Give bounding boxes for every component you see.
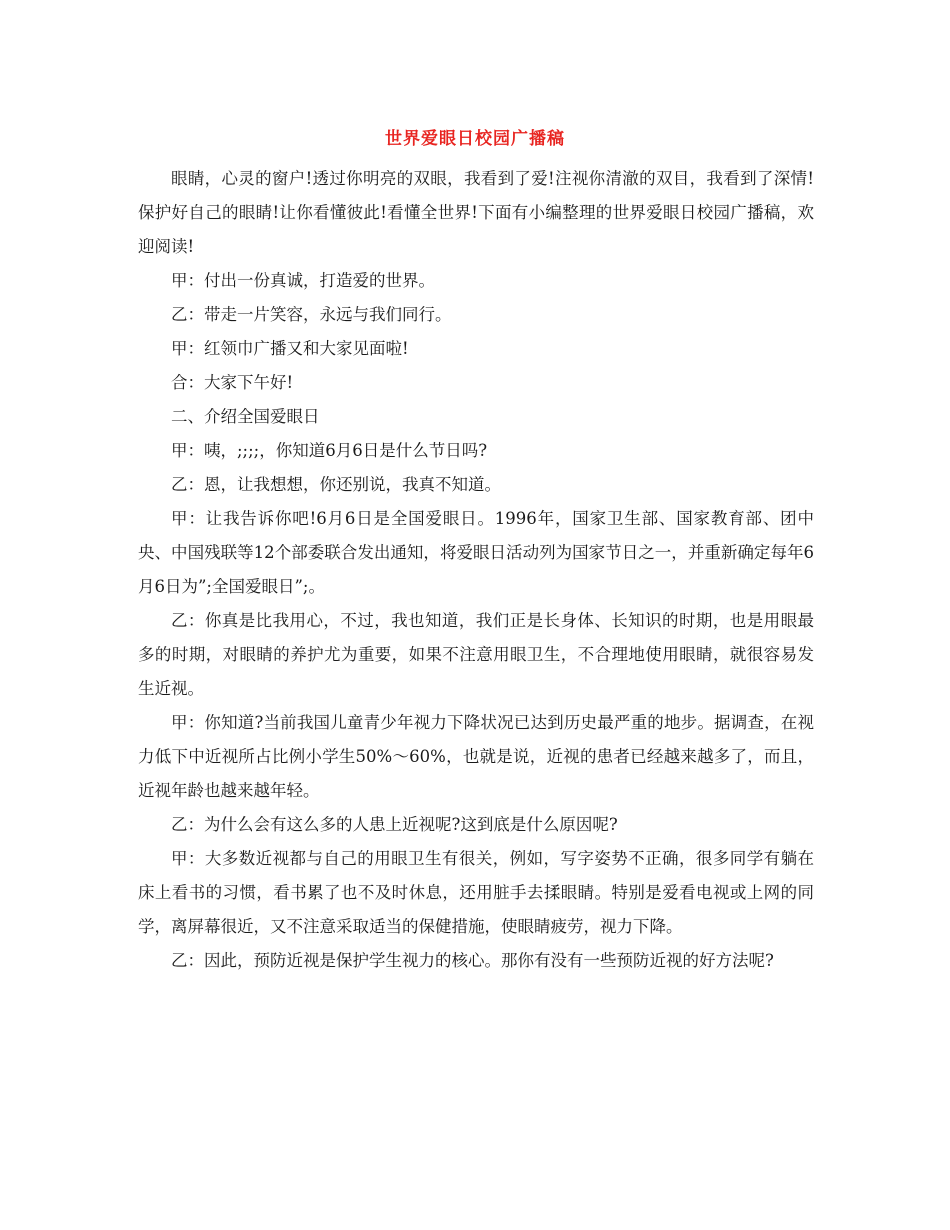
paragraph: 甲：你知道?当前我国儿童青少年视力下降状况已达到历史最严重的地步。据调查，在视力低下中近视所占比例小学生50%～60%，也就是说，近视的患者已经越来越多了，而且，近视年龄也越来越年轻。 — [138, 713, 814, 800]
paragraph: 乙：恩，让我想想，你还别说，我真不知道。 — [171, 475, 501, 494]
paragraph: 甲：让我告诉你吧!6月6日是全国爱眼日。1996年，国家卫生部、国家教育部、团中央、中国残联等12个部委联合发出通知，将爱眼日活动列为国家节日之一，并重新确定每年6月6日为”;全国爱眼日”;。 — [138, 509, 814, 596]
document-title: 世界爱眼日校园广播稿 — [385, 129, 565, 149]
paragraph: 甲：咦，;;;;，你知道6月6日是什么节日吗? — [171, 441, 488, 460]
paragraph: 乙：你真是比我用心，不过，我也知道，我们正是长身体、长知识的时期，也是用眼最多的时期，对眼睛的养护尤为重要，如果不注意用眼卫生，不合理地使用眼睛，就很容易发生近视。 — [138, 611, 814, 698]
paragraph: 甲：付出一份真诚，打造爱的世界。 — [171, 271, 435, 290]
paragraph: 眼睛，心灵的窗户!透过你明亮的双眼，我看到了爱!注视你清澈的双目，我看到了深情!保护好自己的眼睛!让你看懂彼此!看懂全世界!下面有小编整理的世界爱眼日校园广播稿，欢迎阅读! — [138, 169, 814, 256]
paragraph: 乙：因此，预防近视是保护学生视力的核心。那你有没有一些预防近视的好方法呢? — [171, 951, 774, 970]
paragraph: 甲：红领巾广播又和大家见面啦! — [171, 339, 409, 358]
document-body — [138, 162, 814, 978]
paragraph: 甲：大多数近视都与自己的用眼卫生有很关，例如，写字姿势不正确，很多同学有躺在床上看书的习惯，看书累了也不及时休息，还用脏手去揉眼睛。特别是爱看电视或上网的同学，离屏幕很近，又不注意采取适当的保健措施，使眼睛疲劳，视力下降。 — [138, 849, 814, 936]
paragraph: 乙：带走一片笑容，永远与我们同行。 — [171, 305, 452, 324]
paragraph: 合：大家下午好! — [171, 373, 294, 392]
section-heading: 二、介绍全国爱眼日 — [171, 407, 320, 426]
paragraph: 乙：为什么会有这么多的人患上近视呢?这到底是什么原因呢? — [171, 815, 618, 834]
